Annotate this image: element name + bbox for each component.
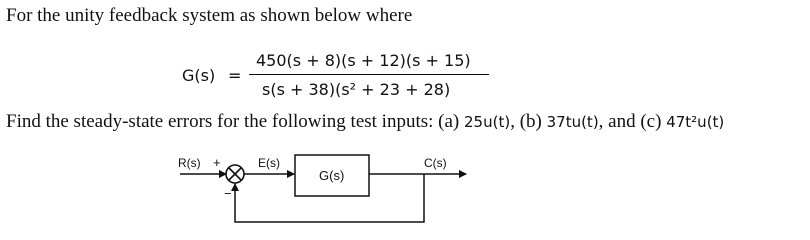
denominator: s(s + 38)(s² + 23 + 28) [262, 80, 451, 99]
error-label: E(s) [258, 156, 280, 170]
block-label: G(s) [319, 168, 345, 183]
input-a: 25u(t) [464, 113, 511, 131]
sep-b: , (b) [510, 111, 547, 132]
sep-c: , and (c) [598, 111, 667, 132]
input-c: 47t²u(t) [666, 113, 725, 131]
intro-text: For the unity feedback system as shown below where [6, 5, 413, 26]
summing-junction [226, 165, 244, 183]
gs-lhs: G(s) [182, 66, 216, 85]
input-label: R(s) [178, 156, 201, 170]
input-b: 37tu(t) [546, 113, 599, 131]
numerator: 450(s + 8)(s + 12)(s + 15) [256, 51, 471, 70]
minus-sign: − [224, 186, 232, 201]
equals-sign: = [228, 66, 242, 85]
question-prefix: Find the steady-state errors for the following test inputs: (a) [6, 111, 465, 132]
output-label: C(s) [424, 156, 447, 170]
plus-sign: + [213, 155, 221, 170]
